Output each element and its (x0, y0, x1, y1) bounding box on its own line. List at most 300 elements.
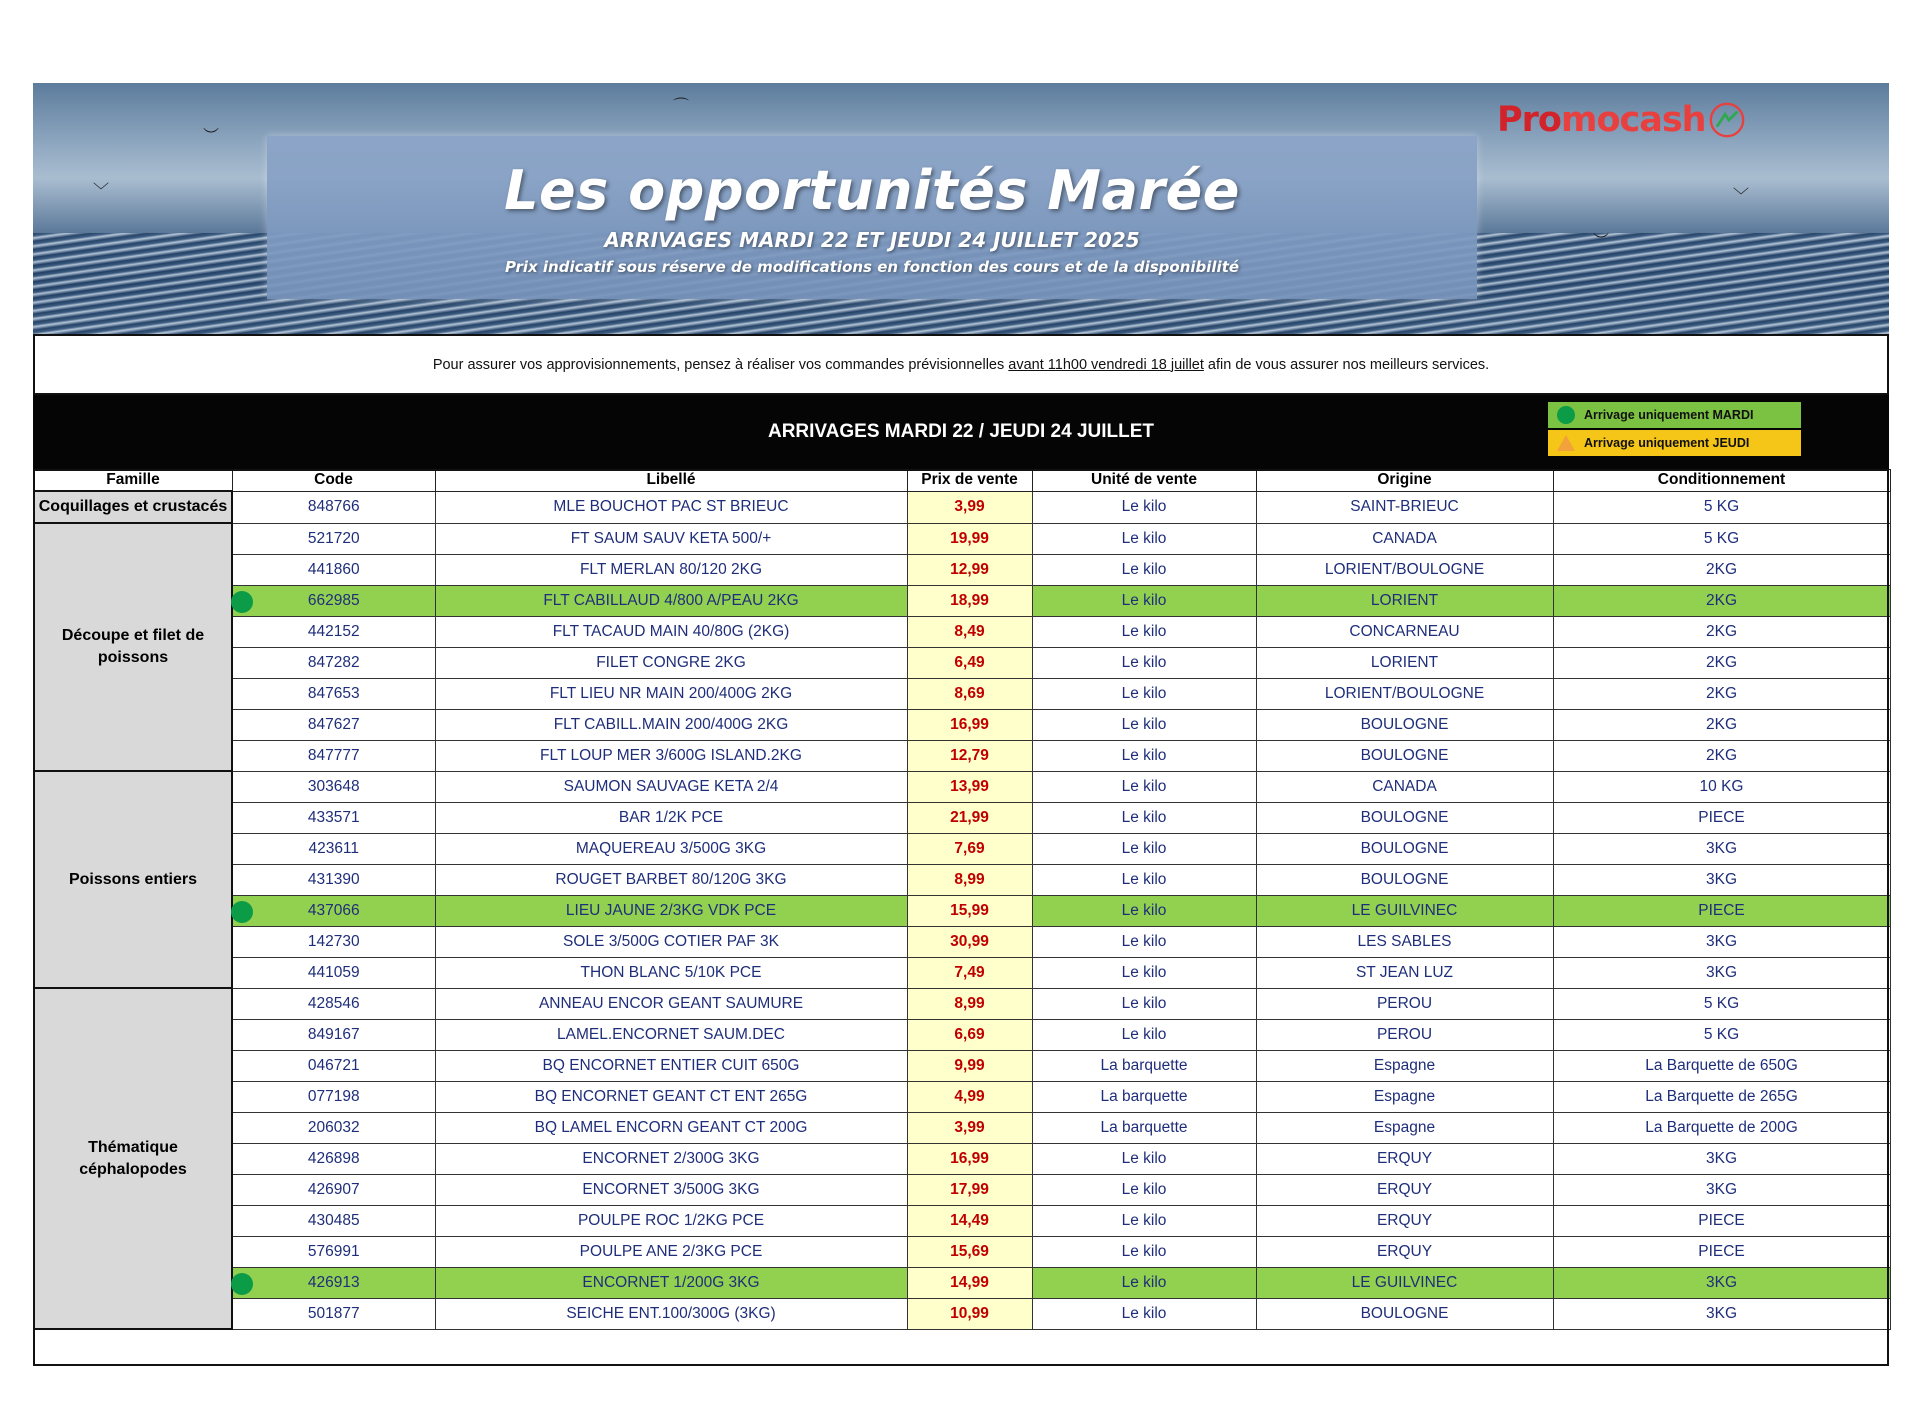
unit-cell-text: La barquette (1100, 1056, 1188, 1074)
unit-cell (1032, 491, 1256, 523)
libelle-cell-text: MLE BOUCHOT PAC ST BRIEUC (553, 498, 789, 515)
price-cell-text: 14,49 (950, 1211, 989, 1229)
packaging-cell-text: 2KG (1705, 653, 1737, 671)
code-cell-text: 847627 (307, 715, 360, 733)
origin-cell-text: LORIENT/BOULOGNE (1324, 684, 1485, 702)
table-header (34, 470, 1890, 492)
libelle-cell (435, 585, 907, 616)
table-row (34, 1267, 1890, 1298)
code-cell (232, 802, 435, 833)
price-cell (907, 647, 1032, 678)
packaging-cell (1553, 740, 1890, 771)
unit-cell-text: La barquette (1100, 1087, 1188, 1105)
famille-cell: Thématique céphalopodes (34, 988, 232, 1329)
price-cell (907, 1112, 1032, 1143)
notice-text-end: afin de vous assurer nos meilleurs services. (1203, 356, 1490, 373)
libelle-cell-text: FLT LOUP MER 3/600G ISLAND.2KG (540, 746, 802, 764)
libelle-cell-text: SEICHE ENT.100/300G (3KG) (566, 1304, 776, 1322)
origin-cell (1256, 1081, 1553, 1112)
packaging-cell (1553, 1205, 1890, 1236)
table-row (34, 740, 1890, 771)
packaging-cell-text: 2KG (1705, 591, 1737, 609)
famille-cell: Coquillages et crustacés (34, 491, 232, 523)
table-row (34, 491, 1890, 523)
origin-cell (1256, 491, 1553, 523)
packaging-cell-text: PIECE (1698, 1211, 1745, 1229)
libelle-cell (435, 1019, 907, 1050)
price-cell (907, 1019, 1032, 1050)
libelle-cell-text: MAQUEREAU 3/500G 3KG (575, 839, 767, 857)
origin-cell (1256, 616, 1553, 647)
price-cell-text: 3,99 (954, 498, 985, 515)
table-row (34, 926, 1890, 957)
packaging-cell-text: 3KG (1705, 932, 1737, 950)
price-cell (907, 740, 1032, 771)
price-cell (907, 1236, 1032, 1267)
origin-cell-text: SAINT-BRIEUC (1350, 498, 1459, 515)
libelle-cell (435, 1081, 907, 1112)
unit-cell-text: Le kilo (1121, 870, 1167, 888)
origin-cell-text: ERQUY (1376, 1149, 1433, 1167)
price-cell-text: 19,99 (950, 529, 989, 547)
code-cell (232, 1112, 435, 1143)
unit-cell (1032, 523, 1256, 554)
table-row (34, 523, 1890, 554)
origin-cell-text: LORIENT (1370, 591, 1439, 609)
code-cell-text: 442152 (307, 622, 360, 640)
libelle-cell (435, 523, 907, 554)
unit-cell-text: Le kilo (1121, 1211, 1167, 1229)
code-cell-text: 426913 (307, 1273, 360, 1291)
code-cell-text: 441059 (307, 963, 360, 981)
price-cell-text: 10,99 (950, 1304, 989, 1322)
table-row (34, 1050, 1890, 1081)
libelle-cell-text: BQ LAMEL ENCORN GEANT CT 200G (534, 1118, 808, 1136)
libelle-cell-text: THON BLANC 5/10K PCE (580, 963, 762, 981)
code-cell (232, 709, 435, 740)
origin-cell-text: BOULOGNE (1360, 1304, 1449, 1322)
libelle-cell (435, 957, 907, 988)
libelle-cell-text: POULPE ANE 2/3KG PCE (579, 1242, 763, 1260)
code-cell-text: 430485 (307, 1211, 360, 1229)
unit-cell-text: Le kilo (1121, 1242, 1167, 1260)
libelle-cell (435, 802, 907, 833)
price-cell (907, 802, 1032, 833)
price-cell-text: 6,49 (954, 653, 985, 671)
unit-cell-text: Le kilo (1121, 963, 1167, 981)
code-cell-text: 046721 (307, 1056, 360, 1074)
price-cell-text: 7,69 (954, 839, 985, 857)
packaging-cell (1553, 709, 1890, 740)
packaging-cell (1553, 895, 1890, 926)
bird-icon: ﹀ (1733, 186, 1750, 205)
libelle-cell (435, 1112, 907, 1143)
code-cell-text: 426898 (307, 1149, 360, 1167)
page-title: Les opportunités Marée (504, 159, 1240, 222)
code-cell (232, 678, 435, 709)
table-row (34, 1205, 1890, 1236)
unit-cell-text: Le kilo (1121, 901, 1167, 919)
products-table (33, 469, 1891, 1330)
legend-tuesday-label: Arrivage uniquement MARDI (1584, 408, 1754, 422)
origin-cell-text: LE GUILVINEC (1351, 1273, 1458, 1291)
libelle-cell-text: SAUMON SAUVAGE KETA 2/4 (563, 777, 779, 795)
libelle-cell (435, 647, 907, 678)
table-row (34, 895, 1890, 926)
famille-cell: Découpe et filet de poissons (34, 523, 232, 771)
price-cell-text: 9,99 (954, 1056, 985, 1074)
price-cell-text: 16,99 (950, 715, 989, 733)
libelle-cell (435, 740, 907, 771)
unit-cell-text: Le kilo (1121, 1180, 1167, 1198)
unit-cell-text: Le kilo (1121, 1149, 1167, 1167)
unit-cell (1032, 1112, 1256, 1143)
unit-cell (1032, 895, 1256, 926)
page-subtitle: ARRIVAGES MARDI 22 ET JEUDI 24 JUILLET 2025 (604, 228, 1140, 252)
origin-cell (1256, 523, 1553, 554)
packaging-cell (1553, 1081, 1890, 1112)
col-famille-header: Famille (34, 470, 232, 492)
header-banner (33, 83, 1889, 334)
packaging-cell (1553, 771, 1890, 802)
origin-cell (1256, 1050, 1553, 1081)
packaging-cell (1553, 523, 1890, 554)
code-cell (232, 895, 435, 926)
table-row (34, 957, 1890, 988)
origin-cell-text: ERQUY (1376, 1180, 1433, 1198)
libelle-cell-text: FLT LIEU NR MAIN 200/400G 2KG (549, 684, 793, 702)
unit-cell-text: Le kilo (1121, 1304, 1167, 1322)
unit-cell (1032, 709, 1256, 740)
unit-cell-text: Le kilo (1121, 498, 1167, 515)
libelle-cell-text: ROUGET BARBET 80/120G 3KG (555, 870, 787, 888)
unit-cell (1032, 771, 1256, 802)
price-cell-text: 16,99 (950, 1149, 989, 1167)
table-row (34, 1143, 1890, 1174)
libelle-cell-text: BAR 1/2K PCE (618, 808, 724, 826)
code-cell (232, 1298, 435, 1329)
logo-hand-icon (1708, 101, 1746, 139)
libelle-cell-text: FILET CONGRE 2KG (596, 653, 746, 671)
packaging-cell-text: 2KG (1705, 622, 1737, 640)
table-row (34, 1112, 1890, 1143)
price-cell (907, 771, 1032, 802)
packaging-cell-text: 3KG (1705, 1304, 1737, 1322)
code-cell-text: 662985 (307, 591, 360, 609)
packaging-cell-text: 2KG (1705, 715, 1737, 733)
code-cell (232, 1205, 435, 1236)
price-cell (907, 895, 1032, 926)
unit-cell-text: Le kilo (1121, 591, 1167, 609)
packaging-cell-text: 2KG (1705, 560, 1737, 578)
origin-cell-text: LE GUILVINEC (1351, 901, 1458, 919)
unit-cell-text: Le kilo (1121, 994, 1167, 1012)
price-disclaimer: Prix indicatif sous réserve de modifications en fonction des cours et de la disponibilité (504, 258, 1240, 276)
libelle-cell (435, 709, 907, 740)
packaging-cell (1553, 1143, 1890, 1174)
unit-cell-text: Le kilo (1121, 808, 1167, 826)
unit-cell-text: Le kilo (1121, 560, 1167, 578)
packaging-cell-text: 3KG (1705, 839, 1737, 857)
packaging-cell-text: PIECE (1698, 901, 1745, 919)
origin-cell (1256, 957, 1553, 988)
price-cell (907, 926, 1032, 957)
code-cell (232, 740, 435, 771)
price-cell-text: 13,99 (950, 777, 989, 795)
price-cell-text: 14,99 (950, 1273, 989, 1291)
unit-cell-text: La barquette (1100, 1118, 1188, 1136)
packaging-cell (1553, 616, 1890, 647)
table-row (34, 678, 1890, 709)
libelle-cell (435, 988, 907, 1019)
origin-cell-text: CANADA (1372, 777, 1437, 795)
col-code-header: Code (232, 470, 435, 492)
unit-cell-text: Le kilo (1121, 1025, 1167, 1043)
table-row (34, 1019, 1890, 1050)
tuesday-dot-icon (231, 591, 253, 613)
packaging-cell-text: 5 KG (1703, 498, 1740, 515)
libelle-cell-text: ENCORNET 3/500G 3KG (582, 1180, 760, 1198)
libelle-cell (435, 1236, 907, 1267)
packaging-cell (1553, 1019, 1890, 1050)
libelle-cell-text: ANNEAU ENCOR GEANT SAUMURE (538, 994, 804, 1012)
table-row (34, 771, 1890, 802)
packaging-cell (1553, 1112, 1890, 1143)
table-row (34, 1298, 1890, 1329)
tuesday-dot-icon (231, 1273, 253, 1295)
packaging-cell-text: 3KG (1705, 870, 1737, 888)
unit-cell (1032, 585, 1256, 616)
origin-cell-text: Espagne (1373, 1087, 1436, 1105)
bird-icon: ︶ (203, 126, 220, 145)
promocash-logo (1497, 95, 1746, 145)
packaging-cell (1553, 585, 1890, 616)
origin-cell (1256, 740, 1553, 771)
unit-cell (1032, 1267, 1256, 1298)
table-row (34, 833, 1890, 864)
unit-cell (1032, 554, 1256, 585)
code-cell-text: 848766 (307, 498, 360, 515)
col-libelle-header: Libellé (435, 470, 907, 492)
origin-cell-text: LES SABLES (1357, 932, 1452, 950)
code-cell-text: 521720 (307, 529, 360, 547)
table-row (34, 802, 1890, 833)
unit-cell (1032, 1019, 1256, 1050)
legend-tuesday (1548, 402, 1801, 428)
libelle-cell-text: SOLE 3/500G COTIER PAF 3K (563, 932, 779, 950)
table-row (34, 585, 1890, 616)
col-origine-header: Origine (1256, 470, 1553, 492)
bird-icon: ﹀ (93, 181, 110, 200)
code-cell (232, 1019, 435, 1050)
table-row (34, 988, 1890, 1019)
origin-cell (1256, 1236, 1553, 1267)
unit-cell (1032, 926, 1256, 957)
price-cell-text: 7,49 (954, 963, 985, 981)
packaging-cell (1553, 802, 1890, 833)
packaging-cell (1553, 864, 1890, 895)
price-cell (907, 988, 1032, 1019)
packaging-cell-text: 2KG (1705, 684, 1737, 702)
libelle-cell (435, 864, 907, 895)
notice-deadline: avant 11h00 vendredi 18 juillet (1008, 356, 1204, 373)
origin-cell (1256, 1174, 1553, 1205)
packaging-cell-text: La Barquette de 265G (1645, 1087, 1798, 1105)
unit-cell (1032, 864, 1256, 895)
libelle-cell (435, 1298, 907, 1329)
packaging-cell (1553, 554, 1890, 585)
code-cell (232, 1143, 435, 1174)
origin-cell-text: Espagne (1373, 1118, 1436, 1136)
unit-cell (1032, 833, 1256, 864)
title-box (267, 136, 1477, 299)
code-cell-text: 576991 (307, 1242, 360, 1260)
table-row (34, 1081, 1890, 1112)
packaging-cell (1553, 1174, 1890, 1205)
packaging-cell-text: 3KG (1705, 1149, 1737, 1167)
libelle-cell-text: LAMEL.ENCORNET SAUM.DEC (557, 1025, 785, 1043)
price-cell-text: 18,99 (950, 591, 989, 609)
code-cell-text: 206032 (307, 1118, 360, 1136)
notice-text-start: Pour assurer vos approvisionnements, pensez à réaliser vos commandes prévisionnelles (432, 356, 1009, 373)
origin-cell-text: LORIENT (1370, 653, 1439, 671)
packaging-cell-text: 3KG (1705, 1180, 1737, 1198)
table-row (34, 864, 1890, 895)
price-cell (907, 1298, 1032, 1329)
origin-cell-text: PEROU (1376, 1025, 1433, 1043)
code-cell (232, 864, 435, 895)
origin-cell-text: BOULOGNE (1360, 870, 1449, 888)
unit-cell (1032, 1174, 1256, 1205)
packaging-cell (1553, 1050, 1890, 1081)
price-cell (907, 957, 1032, 988)
price-cell-text: 15,69 (950, 1242, 989, 1260)
col-unite-header: Unité de vente (1032, 470, 1256, 492)
packaging-cell (1553, 926, 1890, 957)
table-row (34, 616, 1890, 647)
table-row (34, 1174, 1890, 1205)
origin-cell (1256, 1019, 1553, 1050)
green-dot-icon (1557, 406, 1575, 424)
origin-cell (1256, 864, 1553, 895)
origin-cell (1256, 1143, 1553, 1174)
price-cell (907, 1050, 1032, 1081)
origin-cell-text: ST JEAN LUZ (1355, 963, 1454, 981)
origin-cell (1256, 554, 1553, 585)
unit-cell-text: Le kilo (1121, 932, 1167, 950)
code-cell (232, 1174, 435, 1205)
warning-triangle-icon (1557, 435, 1575, 451)
flyer (33, 83, 1889, 1364)
price-cell (907, 833, 1032, 864)
origin-cell (1256, 833, 1553, 864)
packaging-cell (1553, 1298, 1890, 1329)
code-cell-text: 077198 (307, 1087, 360, 1105)
table-row (34, 1236, 1890, 1267)
libelle-cell (435, 833, 907, 864)
unit-cell (1032, 740, 1256, 771)
unit-cell (1032, 1081, 1256, 1112)
code-cell-text: 847282 (307, 653, 360, 671)
libelle-cell (435, 491, 907, 523)
table-row (34, 647, 1890, 678)
code-cell-text: 441860 (307, 560, 360, 578)
origin-cell (1256, 1112, 1553, 1143)
code-cell (232, 1081, 435, 1112)
origin-cell-text: ERQUY (1376, 1211, 1433, 1229)
libelle-cell-text: LIEU JAUNE 2/3KG VDK PCE (565, 901, 777, 919)
libelle-cell-text: FLT CABILLAUD 4/800 A/PEAU 2KG (543, 591, 799, 609)
origin-cell (1256, 926, 1553, 957)
origin-cell-text: CONCARNEAU (1349, 622, 1460, 640)
packaging-cell-text: La Barquette de 650G (1645, 1056, 1798, 1074)
price-cell (907, 585, 1032, 616)
packaging-cell-text: 5 KG (1703, 529, 1740, 547)
unit-cell (1032, 1236, 1256, 1267)
code-cell (232, 771, 435, 802)
legend-thursday-label: Arrivage uniquement JEUDI (1584, 436, 1750, 450)
origin-cell (1256, 1298, 1553, 1329)
legend (1548, 402, 1801, 458)
unit-cell (1032, 957, 1256, 988)
code-cell-text: 423611 (308, 839, 360, 857)
origin-cell-text: BOULOGNE (1360, 808, 1449, 826)
origin-cell (1256, 1267, 1553, 1298)
libelle-cell-text: POULPE ROC 1/2KG PCE (577, 1211, 765, 1229)
packaging-cell-text: La Barquette de 200G (1645, 1118, 1798, 1136)
libelle-cell-text: BQ ENCORNET GEANT CT ENT 265G (534, 1087, 808, 1105)
libelle-cell-text: FLT MERLAN 80/120 2KG (579, 560, 763, 578)
origin-cell-text: Espagne (1373, 1056, 1436, 1074)
price-cell-text: 8,99 (954, 994, 985, 1012)
code-cell-text: 431390 (307, 870, 360, 888)
price-cell (907, 616, 1032, 647)
packaging-cell-text: 2KG (1705, 746, 1737, 764)
origin-cell (1256, 585, 1553, 616)
price-cell (907, 864, 1032, 895)
unit-cell-text: Le kilo (1121, 1273, 1167, 1291)
code-cell (232, 1236, 435, 1267)
code-cell (232, 554, 435, 585)
libelle-cell (435, 771, 907, 802)
price-cell (907, 678, 1032, 709)
libelle-cell (435, 554, 907, 585)
unit-cell (1032, 1143, 1256, 1174)
unit-cell-text: Le kilo (1121, 529, 1167, 547)
libelle-cell (435, 926, 907, 957)
tuesday-dot-icon (231, 901, 253, 923)
packaging-cell-text: PIECE (1698, 808, 1745, 826)
libelle-cell (435, 616, 907, 647)
price-cell (907, 1081, 1032, 1112)
code-cell (232, 647, 435, 678)
bird-icon: ︶ (1593, 231, 1610, 250)
col-prix-header: Prix de vente (907, 470, 1032, 492)
table-row (34, 709, 1890, 740)
unit-cell (1032, 647, 1256, 678)
packaging-cell (1553, 1236, 1890, 1267)
origin-cell-text: CANADA (1372, 529, 1437, 547)
libelle-cell-text: BQ ENCORNET ENTIER CUIT 650G (542, 1056, 800, 1074)
libelle-cell-text: FT SAUM SAUV KETA 500/+ (570, 529, 772, 547)
libelle-cell-text: FLT TACAUD MAIN 40/80G (2KG) (552, 622, 790, 640)
libelle-cell (435, 1174, 907, 1205)
col-conditionnement-header: Conditionnement (1553, 470, 1890, 492)
libelle-cell-text: FLT CABILL.MAIN 200/400G 2KG (553, 715, 789, 733)
code-cell-text: 433571 (307, 808, 360, 826)
unit-cell-text: Le kilo (1121, 777, 1167, 795)
code-cell (232, 616, 435, 647)
